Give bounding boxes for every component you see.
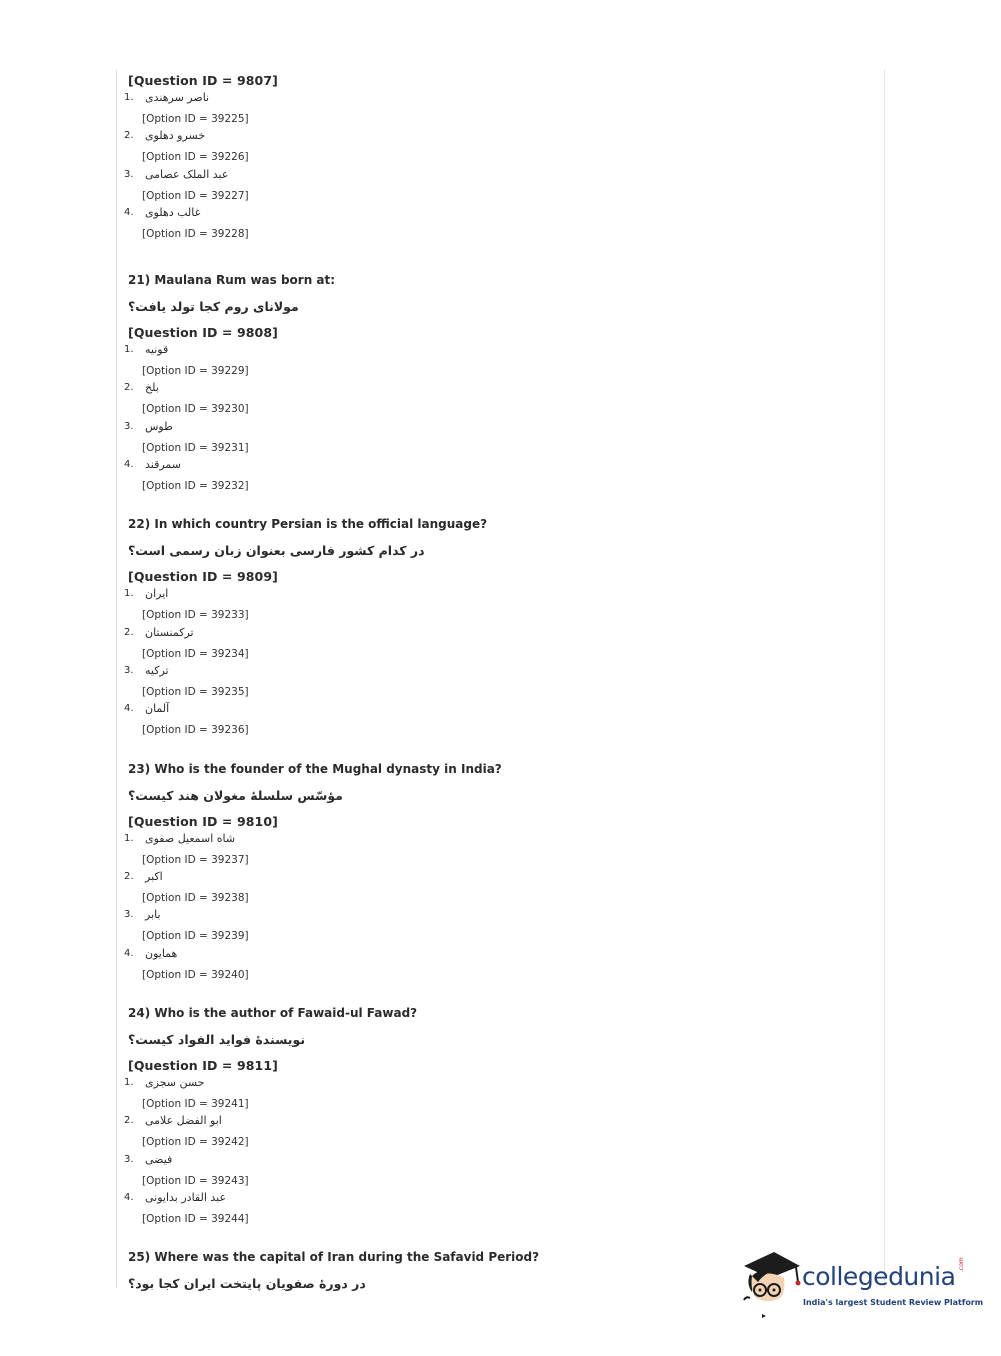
question-block-9807	[124, 72, 868, 272]
question-paper	[124, 72, 868, 1293]
option-id-label: [Option ID = 39236]	[142, 724, 249, 737]
option-number: 4.	[124, 947, 134, 959]
option-item	[124, 128, 868, 166]
option-text: قونیه	[145, 343, 169, 356]
question-block	[124, 1005, 868, 1249]
option-id-label: [Option ID = 39239]	[142, 930, 249, 943]
option-item	[124, 907, 868, 945]
option-text: ایران	[145, 587, 169, 601]
option-text: بابر	[145, 908, 161, 922]
option-number: 1.	[124, 832, 134, 844]
question-english: 23) Who is the founder of the Mughal dynasty in India?	[128, 761, 502, 776]
option-number: 4.	[124, 703, 134, 715]
question-persian: مولانای روم کجا تولد یافت؟	[128, 299, 299, 314]
option-id-label: [Option ID = 39240]	[142, 968, 249, 981]
option-id-label: [Option ID = 39242]	[142, 1136, 249, 1149]
question-persian: نویسندهٔ فواید الفواد کیست؟	[128, 1031, 306, 1047]
option-text: شاه اسمعیل صفوی	[145, 831, 236, 845]
question-id-label: [Question ID = 9808]	[128, 325, 278, 340]
option-number: 2.	[124, 382, 134, 394]
option-text: ترکمنستان	[145, 625, 194, 639]
left-margin-rule	[116, 70, 117, 1288]
option-item	[124, 946, 868, 984]
option-item	[124, 663, 868, 701]
option-text: سمرقند	[145, 458, 181, 472]
option-text: حسن سجزی	[145, 1075, 205, 1089]
question-persian: در دورهٔ صفویان پایتخت ایران کجا بود؟	[128, 1276, 366, 1292]
option-id-label: [Option ID = 39225]	[142, 113, 249, 125]
option-id-label: [Option ID = 39231]	[142, 441, 249, 454]
option-text: ابو الفضل علامی	[145, 1114, 222, 1128]
option-text: فیضی	[145, 1152, 173, 1166]
option-number: 3.	[124, 168, 134, 180]
option-item	[124, 625, 868, 663]
question-id-label: [Question ID = 9811]	[128, 1057, 278, 1073]
option-item	[124, 1152, 868, 1190]
question-id-label: [Question ID = 9807]	[128, 73, 278, 88]
brand-name: collegedunia	[802, 1262, 956, 1291]
option-item	[124, 586, 868, 624]
question-english: 21) Maulana Rum was born at:	[128, 273, 336, 287]
option-item	[124, 380, 868, 418]
option-text: همایون	[145, 946, 178, 960]
option-id-label: [Option ID = 39229]	[142, 365, 249, 377]
brand-suffix: .com	[958, 1257, 965, 1272]
option-number: 1.	[124, 344, 134, 355]
option-number: 2.	[124, 870, 134, 882]
option-id-label: [Option ID = 39233]	[142, 609, 249, 622]
option-number: 3.	[124, 909, 134, 921]
option-number: 2.	[124, 1115, 134, 1127]
option-id-label: [Option ID = 39232]	[142, 480, 249, 493]
option-text: ناصر سرهندی	[145, 91, 210, 104]
option-number: 2.	[124, 130, 134, 142]
question-block	[124, 516, 868, 760]
option-number: 4.	[124, 207, 134, 219]
option-id-label: [Option ID = 39228]	[142, 228, 249, 241]
option-number: 2.	[124, 626, 134, 638]
option-text: اکبر	[145, 869, 163, 883]
option-id-label: [Option ID = 39241]	[142, 1097, 249, 1110]
option-item	[124, 90, 868, 128]
option-text: عبد الملک عصامی	[145, 167, 229, 181]
right-margin-rule	[884, 70, 885, 1288]
option-item	[124, 1190, 868, 1228]
option-text: طوس	[145, 419, 173, 433]
option-number: 4.	[124, 459, 134, 471]
option-id-label: [Option ID = 39226]	[142, 151, 249, 164]
option-number: 1.	[124, 92, 134, 103]
collegedunia-logo[interactable]	[740, 1248, 984, 1320]
option-number: 1.	[124, 1076, 134, 1088]
option-item	[124, 205, 868, 243]
option-text: عبد القادر بدایونی	[145, 1191, 227, 1205]
option-id-label: [Option ID = 39243]	[142, 1174, 249, 1187]
question-english: 24) Who is the author of Fawaid-ul Fawad?	[128, 1005, 418, 1020]
option-id-label: [Option ID = 39235]	[142, 686, 249, 699]
question-english: 25) Where was the capital of Iran during the Safavid Period?	[128, 1250, 540, 1265]
option-number: 1.	[124, 588, 134, 600]
option-id-label: [Option ID = 39230]	[142, 403, 249, 416]
option-item	[124, 1075, 868, 1113]
option-text: خسرو دهلوی	[145, 129, 206, 143]
option-text: آلمان	[145, 702, 170, 716]
option-item	[124, 419, 868, 457]
option-item	[124, 342, 868, 380]
question-persian: در کدام کشور فارسی بعنوان زبان رسمی است؟	[128, 543, 425, 559]
question-block	[124, 761, 868, 1005]
option-item	[124, 869, 868, 907]
option-text: ترکیه	[145, 664, 169, 678]
option-id-label: [Option ID = 39237]	[142, 853, 249, 866]
question-persian: مؤسّس سلسلهٔ مغولان هند کیست؟	[128, 787, 343, 803]
option-item	[124, 831, 868, 869]
brand-tagline: India's largest Student Review Platform	[803, 1298, 984, 1307]
option-id-label: [Option ID = 39234]	[142, 647, 249, 660]
mascot-icon	[740, 1248, 802, 1320]
option-item	[124, 1113, 868, 1151]
question-id-label: [Question ID = 9810]	[128, 813, 278, 829]
option-number: 3.	[124, 665, 134, 677]
option-id-label: [Option ID = 39227]	[142, 189, 249, 202]
question-block	[124, 272, 868, 516]
option-number: 3.	[124, 1153, 134, 1165]
option-item	[124, 701, 868, 739]
option-id-label: [Option ID = 39244]	[142, 1213, 249, 1226]
option-id-label: [Option ID = 39238]	[142, 891, 249, 904]
option-item	[124, 457, 868, 495]
question-id-label: [Question ID = 9809]	[128, 569, 278, 585]
option-number: 3.	[124, 420, 134, 432]
option-item	[124, 167, 868, 205]
option-number: 4.	[124, 1192, 134, 1204]
option-text: بلخ	[145, 381, 159, 395]
option-text: غالب دهلوی	[145, 206, 201, 220]
question-english: 22) In which country Persian is the official language?	[128, 517, 488, 532]
